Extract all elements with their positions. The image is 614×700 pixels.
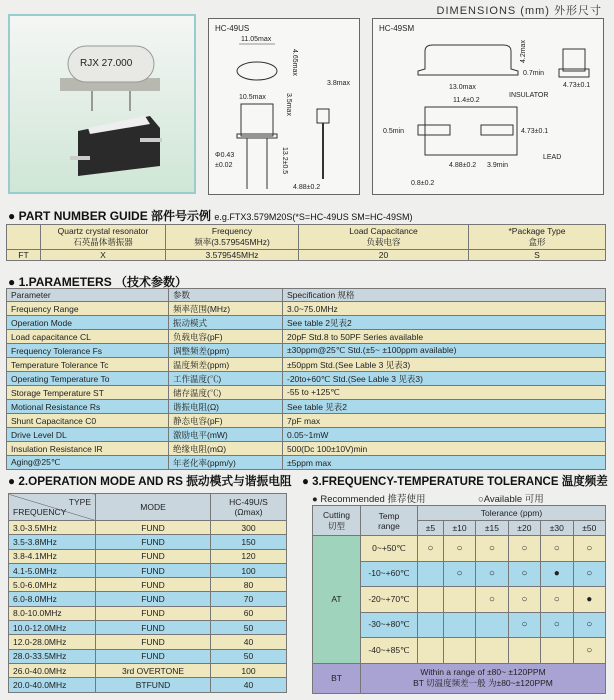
table-cell: Motional Resistance Rs: [7, 400, 169, 414]
table-cell: [508, 638, 540, 664]
table-cell: Shunt Capacitance C0: [7, 414, 169, 428]
table-header-row: [7, 289, 606, 302]
table-cell: X: [41, 250, 166, 261]
table-cell: 频率范围(MHz): [169, 302, 283, 316]
table-cell: [443, 612, 475, 638]
table-cell: 绝缘电阻(mΩ): [169, 442, 283, 456]
table-row: [7, 400, 606, 414]
table-cell: [418, 638, 444, 664]
table-row: [9, 635, 287, 649]
tolerance-heading: ● 3.FREQUENCY-TEMPERATURE TOLERANCE 温度频差: [302, 474, 608, 488]
table-header: HC-49U/S (Ωmax): [211, 494, 287, 521]
table-cell: 5.0-6.0MHz: [9, 578, 96, 592]
table-cell: 3.579545MHz: [166, 250, 299, 261]
available-icon: ○: [573, 536, 606, 562]
available-icon: ○: [476, 587, 508, 613]
table-cell: 激励电平(mW): [169, 428, 283, 442]
dimensions-title: DIMENSIONS (mm) 外形尺寸: [436, 5, 602, 17]
table-cell: 6.0-8.0MHz: [9, 592, 96, 606]
table-cell: [476, 612, 508, 638]
recommended-icon: ●: [573, 587, 606, 613]
table-cell: 80: [211, 578, 287, 592]
table-cell: 3.0-3.5MHz: [9, 521, 96, 535]
temp-range: -30~+80℃: [361, 612, 418, 638]
table-cell: 12.0-28.0MHz: [9, 635, 96, 649]
table-row: [7, 386, 606, 400]
table-cell: [418, 612, 444, 638]
table-cell: FUND: [96, 635, 211, 649]
table-cell: 温度频差(ppm): [169, 358, 283, 372]
table-row: [7, 372, 606, 386]
table-cell: FUND: [96, 621, 211, 635]
parameters-heading: ● 1.PARAMETERS （技术参数）: [8, 275, 188, 289]
table-cell: 28.0-33.5MHz: [9, 649, 96, 663]
available-icon: ○: [508, 612, 540, 638]
parameters-table: [6, 288, 606, 470]
available-icon: ○: [443, 561, 475, 587]
lead-label: LEAD: [543, 154, 562, 161]
table-row: [7, 442, 606, 456]
dim-label: Φ0.43: [215, 152, 235, 159]
table-cell: FUND: [96, 549, 211, 563]
tolerance-column-header: ±30: [541, 521, 573, 536]
available-icon: ○: [443, 536, 475, 562]
dim-label: 4.88±0.2: [449, 162, 477, 169]
table-cell: 26.0-40.0MHz: [9, 663, 96, 677]
table-cell: Frequency Range: [7, 302, 169, 316]
table-cell: 300: [211, 521, 287, 535]
table-header: Specification 规格: [283, 289, 606, 302]
table-cell: -20to+60℃ Std.(See Lable 3 见表3): [283, 372, 606, 386]
heading-text: 1.PARAMETERS （技术参数）: [18, 275, 188, 289]
table-cell: FUND: [96, 592, 211, 606]
available-icon: ○: [541, 536, 573, 562]
dim-label: 4.88±0.2: [293, 184, 321, 191]
hc49us-diagram: [208, 18, 360, 195]
table-row: [9, 678, 287, 692]
table-cell: FUND: [96, 521, 211, 535]
crystal-marking: RJX 27.000: [80, 58, 133, 69]
table-cell: 3rd OVERTONE: [96, 663, 211, 677]
table-cell: 20: [299, 250, 469, 261]
table-cell: 静态电容(pF): [169, 414, 283, 428]
table-row: [7, 358, 606, 372]
table-cell: Insulation Resistance IR: [7, 442, 169, 456]
table-row: [7, 316, 606, 330]
bt-note-line: Within a range of ±80~ ±120PPM: [420, 667, 546, 677]
table-cell: See table 2见表2: [283, 316, 606, 330]
dim-label: ±0.02: [215, 162, 233, 169]
table-row: [9, 578, 287, 592]
table-row: [7, 250, 606, 261]
hc49sm-diagram: [372, 18, 604, 195]
table-cell: 8.0-10.0MHz: [9, 606, 96, 620]
table-cell: 7pF max: [283, 414, 606, 428]
table-cell: 70: [211, 592, 287, 606]
table-row: [9, 649, 287, 663]
table-cell: FUND: [96, 649, 211, 663]
table-header: Parameter: [7, 289, 169, 302]
table-cell: 20.0-40.0MHz: [9, 678, 96, 692]
available-icon: ○: [418, 536, 444, 562]
table-cell: 3.0~75.0MHz: [283, 302, 606, 316]
table-row: [9, 521, 287, 535]
available-icon: ○: [508, 587, 540, 613]
table-cell: ±50ppm Std.(See Lable 3 见表3): [283, 358, 606, 372]
table-cell: See table 见表2: [283, 400, 606, 414]
part-guide-heading: ● PART NUMBER GUIDE 部件号示例 e.g.FTX3.579M20S(*S=HC-49US SM=HC-49SM): [8, 209, 413, 223]
bt-note-line: BT 切温度频差一般 为±80~±120PPM: [413, 678, 553, 688]
table-cell: Operating Temperature To: [7, 372, 169, 386]
table-header: Load Capacitance 负载电容: [299, 225, 469, 250]
available-icon: ○: [541, 612, 573, 638]
table-cell: 4.1-5.0MHz: [9, 563, 96, 577]
dim-label: 3.5max: [285, 93, 292, 116]
table-header: Cutting 切型: [313, 506, 361, 536]
table-row: [7, 330, 606, 344]
table-header: Temp range: [361, 506, 418, 536]
heading-text: 3.FREQUENCY-TEMPERATURE TOLERANCE 温度频差: [312, 474, 608, 488]
diagram-title: HC-49US: [215, 24, 250, 33]
table-cell: Storage Temperature ST: [7, 386, 169, 400]
table-cell: S: [469, 250, 606, 261]
available-icon: ○: [476, 561, 508, 587]
table-row: [9, 621, 287, 635]
table-header: 参数: [169, 289, 283, 302]
available-icon: ○: [573, 612, 606, 638]
table-cell: FUND: [96, 578, 211, 592]
dim-label: 13.2±0.5: [281, 147, 288, 175]
operation-table: [8, 493, 287, 693]
table-cell: FT: [7, 250, 41, 261]
table-row: [313, 536, 606, 562]
bt-note: [361, 663, 606, 693]
heading-text: PART NUMBER GUIDE 部件号示例: [18, 209, 212, 223]
part-number-example: e.g.FTX3.579M20S(*S=HC-49US SM=HC-49SM): [214, 212, 413, 222]
dim-label: 11.4±0.2: [453, 97, 480, 104]
table-cell: 100: [211, 563, 287, 577]
table-row: [9, 606, 287, 620]
table-cell: 150: [211, 535, 287, 549]
table-row: [7, 302, 606, 316]
tolerance-column-header: ±50: [573, 521, 606, 536]
cutting-type: BT: [313, 663, 361, 693]
dim-label: 10.5max: [239, 94, 266, 101]
dim-label: 4.73±0.1: [563, 82, 591, 89]
table-cell: 60: [211, 606, 287, 620]
tolerance-column-header: ±10: [443, 521, 475, 536]
legend-available: ○Available 可用: [478, 494, 544, 505]
table-cell: FUND: [96, 563, 211, 577]
tolerance-column-header: ±20: [508, 521, 540, 536]
part-guide-table: [6, 224, 606, 261]
table-row: [9, 663, 287, 677]
insulator-label: INSULATOR: [509, 92, 549, 99]
temp-range: 0~+50℃: [361, 536, 418, 562]
temp-range: -40~+85℃: [361, 638, 418, 664]
tolerance-column-header: ±15: [476, 521, 508, 536]
dim-label: 4.2max: [520, 40, 527, 63]
table-header: TYPE FREQUENCY: [9, 494, 96, 521]
diagram-title: HC-49SM: [379, 24, 415, 33]
table-cell: 50: [211, 621, 287, 635]
dim-label: 11.05max: [241, 36, 272, 43]
table-cell: 40: [211, 635, 287, 649]
table-cell: Aging@25℃: [7, 456, 169, 470]
table-cell: 100: [211, 663, 287, 677]
table-cell: [418, 587, 444, 613]
dim-label: 3.8max: [327, 80, 350, 87]
table-cell: 3.5-3.8MHz: [9, 535, 96, 549]
table-cell: 调整频差(ppm): [169, 344, 283, 358]
dim-label: 4.73±0.1: [521, 128, 549, 135]
table-cell: 10.0-12.0MHz: [9, 621, 96, 635]
table-cell: ±30ppm@25℃ Std.(±5~ ±100ppm available): [283, 344, 606, 358]
table-cell: 谐振电阻(Ω): [169, 400, 283, 414]
available-icon: ○: [508, 561, 540, 587]
table-cell: Operation Mode: [7, 316, 169, 330]
table-row: [9, 563, 287, 577]
table-header-row: [9, 494, 287, 521]
product-photo: [8, 14, 196, 194]
table-row: [7, 344, 606, 358]
dim-label: 13.0max: [449, 84, 476, 91]
table-cell: FUND: [96, 535, 211, 549]
table-row: [9, 535, 287, 549]
legend-recommended: ● Recommended 推荐使用: [312, 494, 426, 505]
table-header: MODE: [96, 494, 211, 521]
table-cell: 振动模式: [169, 316, 283, 330]
table-cell: 50: [211, 649, 287, 663]
temp-range: -20~+70℃: [361, 587, 418, 613]
table-row: [7, 428, 606, 442]
available-icon: ○: [541, 587, 573, 613]
table-row: [7, 414, 606, 428]
table-cell: 3.8-4.1MHz: [9, 549, 96, 563]
cutting-type: AT: [313, 536, 361, 664]
table-header-row: [313, 506, 606, 521]
table-cell: [7, 225, 41, 250]
table-cell: [476, 638, 508, 664]
table-cell: Frequency Tolerance Fs: [7, 344, 169, 358]
dim-label: 0.7min: [523, 70, 545, 77]
available-icon: ○: [573, 638, 606, 664]
table-cell: 20pF Std.8 to 50PF Series available: [283, 330, 606, 344]
dim-label: 3.9min: [487, 162, 509, 169]
operation-heading: ● 2.OPERATION MODE AND RS 振动模式与谐振电阻: [8, 474, 292, 488]
table-cell: Drive Level DL: [7, 428, 169, 442]
table-cell: BTFUND: [96, 678, 211, 692]
table-row: [7, 456, 606, 470]
table-cell: 储存温度(℃): [169, 386, 283, 400]
table-cell: 0.05~1mW: [283, 428, 606, 442]
table-cell: -55 to +125℃: [283, 386, 606, 400]
table-row: [313, 663, 606, 693]
available-icon: ○: [476, 536, 508, 562]
table-cell: FUND: [96, 606, 211, 620]
table-cell: 年老化率(ppm/y): [169, 456, 283, 470]
table-cell: ±5ppm max: [283, 456, 606, 470]
dim-label: 0.5min: [383, 128, 405, 135]
table-cell: 120: [211, 549, 287, 563]
dim-label: 4.65max: [291, 49, 298, 76]
available-icon: ○: [573, 561, 606, 587]
table-header: Frequency 频率(3.579545MHz): [166, 225, 299, 250]
table-cell: 40: [211, 678, 287, 692]
table-cell: [443, 587, 475, 613]
table-cell: [541, 638, 573, 664]
table-cell: Temperature Tolerance Tc: [7, 358, 169, 372]
table-cell: [443, 638, 475, 664]
table-header-row: [7, 225, 606, 250]
table-header: Tolerance (ppm): [418, 506, 606, 521]
table-cell: 工作温度(℃): [169, 372, 283, 386]
temp-range: -10~+60℃: [361, 561, 418, 587]
recommended-icon: ●: [541, 561, 573, 587]
heading-text: 2.OPERATION MODE AND RS 振动模式与谐振电阻: [18, 474, 292, 488]
tolerance-column-header: ±5: [418, 521, 444, 536]
table-cell: 500(Dc 100±10V)min: [283, 442, 606, 456]
available-icon: ○: [508, 536, 540, 562]
table-row: [9, 592, 287, 606]
crystal-illustration: [10, 16, 194, 192]
tolerance-table: [312, 505, 606, 694]
table-header: Quartz crystal resonator 石英晶体谐振器: [41, 225, 166, 250]
dim-label: 0.8±0.2: [411, 180, 435, 187]
table-header: *Package Type 盒形: [469, 225, 606, 250]
table-cell: Load capacitance CL: [7, 330, 169, 344]
table-cell: 负载电容(pF): [169, 330, 283, 344]
table-row: [9, 549, 287, 563]
table-cell: [418, 561, 444, 587]
